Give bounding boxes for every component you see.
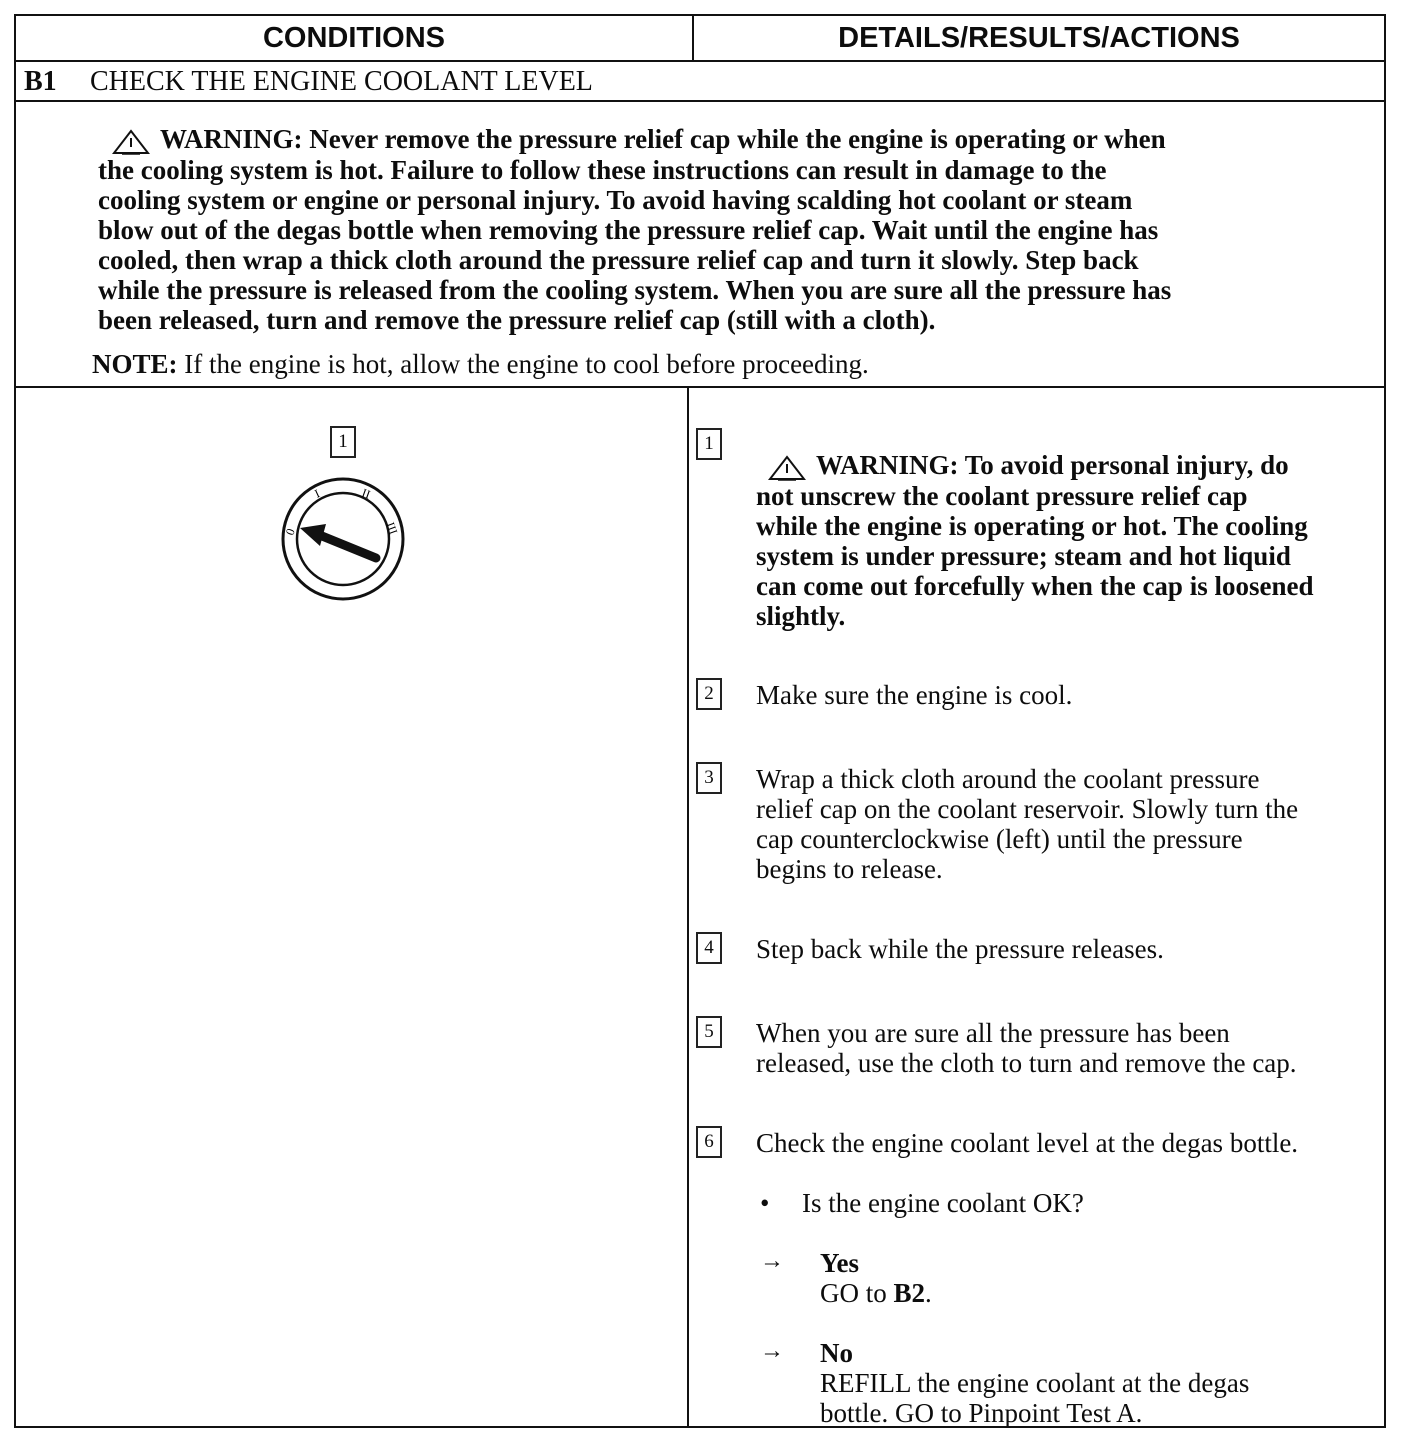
question-text: Is the engine coolant OK? <box>802 1188 1084 1218</box>
no-outcome <box>820 1338 1360 1428</box>
yes-go-prefix: GO to <box>820 1278 894 1308</box>
column-divider <box>687 388 689 1428</box>
rotation-arrow-icon <box>300 524 376 558</box>
warning-text-line: Never remove the pressure relief cap while the engine is operating or when <box>309 124 1166 154</box>
question <box>760 1188 1380 1218</box>
cap-mark: 0 <box>282 526 298 538</box>
action-text-line: begins to release. <box>756 854 943 884</box>
action-text-line: not unscrew the coolant pressure relief cap <box>756 480 1248 511</box>
top-warning-line <box>98 124 1328 155</box>
action-text-line: To avoid personal injury, do <box>964 450 1289 480</box>
warning-triangle-icon <box>112 129 150 155</box>
warning-text-line: been released, turn and remove the pressure relief cap (still with a cloth). <box>98 304 936 335</box>
yes-label: Yes <box>820 1248 859 1278</box>
action-item <box>756 1128 1376 1158</box>
action-text-line: When you are sure all the pressure has been <box>756 1018 1230 1048</box>
yes-outcome <box>820 1248 1320 1308</box>
diagnostic-table <box>14 14 1386 1428</box>
cap-outer-ring <box>283 479 403 599</box>
warning-triangle-icon <box>768 455 806 481</box>
no-arrow-icon: → <box>760 1338 784 1364</box>
step-number-3: 3 <box>696 762 722 794</box>
action-text-line: Step back while the pressure releases. <box>756 934 1164 964</box>
step-title: CHECK THE ENGINE COOLANT LEVEL <box>90 66 593 97</box>
cap-mark: II <box>359 485 373 502</box>
step-number-5: 5 <box>696 1016 722 1048</box>
note <box>92 348 869 380</box>
conditions-header: CONDITIONS <box>16 16 694 60</box>
action-warning <box>756 450 1376 631</box>
warning-label: WARNING: <box>816 450 959 480</box>
yes-go-suffix: . <box>925 1278 932 1308</box>
yes-arrow-icon: → <box>760 1248 784 1274</box>
action-text-line: cap counterclockwise (left) until the pressure <box>756 824 1243 854</box>
action-item <box>756 934 1376 964</box>
action-text-line: Check the engine coolant level at the degas bottle. <box>756 1128 1299 1158</box>
step-title-row <box>16 62 1384 102</box>
no-label: No <box>820 1338 853 1368</box>
warning-text-line: the cooling system is hot. Failure to follow these instructions can result in damage to the <box>98 154 1107 185</box>
action-item <box>756 764 1376 884</box>
cap-mark: III <box>383 520 401 537</box>
illustration-callout: 1 <box>330 426 356 458</box>
action-text-line: Wrap a thick cloth around the coolant pressure <box>756 764 1260 794</box>
warning-text-line: while the pressure is released from the cooling system. When you are sure all the pressure has <box>98 274 1172 305</box>
bullet: • <box>760 1188 770 1218</box>
details-header: DETAILS/RESULTS/ACTIONS <box>838 22 1240 54</box>
cap-inner-ring <box>297 493 389 585</box>
pressure-cap-illustration <box>278 474 408 604</box>
action-text-line: slightly. <box>756 600 846 631</box>
step-number-4: 4 <box>696 932 722 964</box>
action-text-line: while the engine is operating or hot. The cooling <box>756 510 1308 541</box>
step-id: B1 <box>24 66 57 97</box>
cap-mark: I <box>312 486 322 501</box>
warning-text-line: blow out of the degas bottle when removing the pressure relief cap. Wait until the engine has <box>98 214 1159 245</box>
step-number-6: 6 <box>696 1126 722 1158</box>
top-warning <box>98 124 1328 335</box>
section-divider <box>16 386 1384 388</box>
step-divider <box>16 100 1384 102</box>
no-action-line: REFILL the engine coolant at the degas <box>820 1368 1250 1398</box>
warning-text-line: cooling system or engine or personal injury. To avoid having scalding hot coolant or steam <box>98 184 1133 215</box>
action-warning-line <box>756 450 1376 481</box>
yes-go-target[interactable]: B2 <box>893 1278 926 1308</box>
action-text-line: released, use the cloth to turn and remove the cap. <box>756 1048 1297 1078</box>
action-text-line: Make sure the engine is cool. <box>756 680 1073 710</box>
action-item <box>756 680 1376 710</box>
action-item <box>756 1018 1376 1078</box>
step-number-1: 1 <box>696 428 722 460</box>
note-text: If the engine is hot, allow the engine to cool before proceeding. <box>184 349 869 379</box>
note-label: NOTE: <box>92 349 178 379</box>
yes-action <box>820 1278 1320 1308</box>
step-number-2: 2 <box>696 678 722 710</box>
no-action-line[interactable]: bottle. GO to Pinpoint Test A. <box>820 1398 1143 1428</box>
action-text-line: system is under pressure; steam and hot liquid <box>756 540 1291 571</box>
action-text-line: relief cap on the coolant reservoir. Slowly turn the <box>756 794 1299 824</box>
warning-label: WARNING: <box>160 124 303 154</box>
warning-text-line: cooled, then wrap a thick cloth around the pressure relief cap and turn it slowly. Step back <box>98 244 1139 275</box>
action-text-line: can come out forcefully when the cap is loosened <box>756 570 1314 601</box>
